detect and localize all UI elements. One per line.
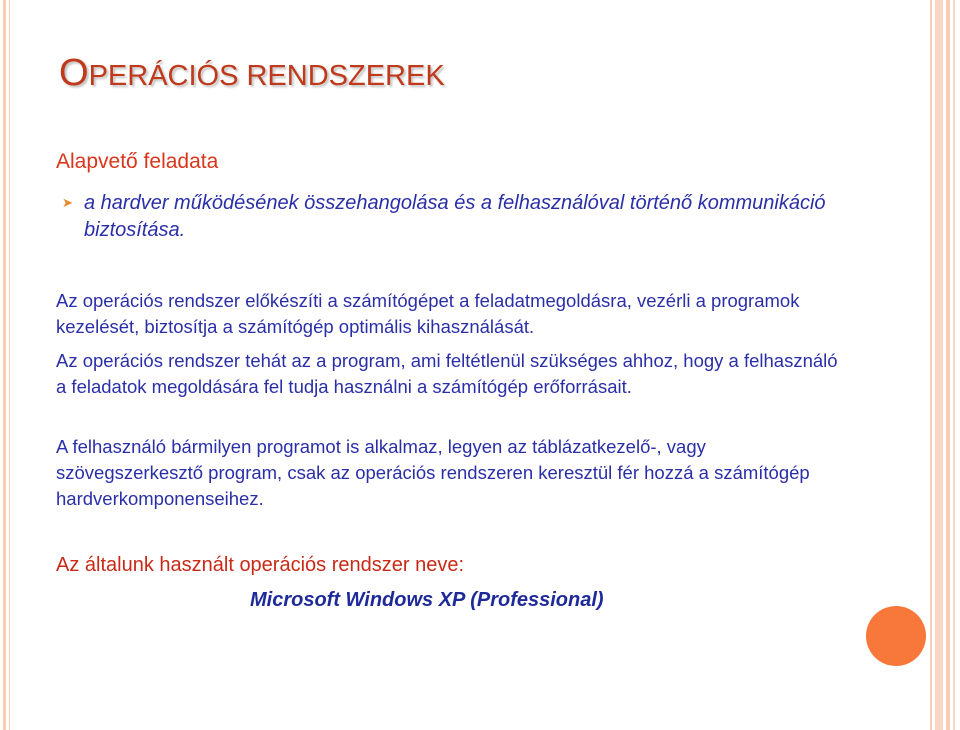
left-decorative-stripe (3, 0, 6, 730)
right-decorative-stripe (946, 0, 950, 730)
section-heading: Alapvető feladata (56, 150, 219, 173)
paragraph-1: Az operációs rendszer előkészíti a számítógépet a feladatmegoldásra, vezérli a programok kezelését, biztosítja a számítógép optimális kihasználását. (56, 290, 800, 337)
slide-title (59, 52, 445, 95)
title-first-letter: O (59, 52, 89, 94)
right-decorative-stripe (930, 0, 932, 730)
decorative-circle (866, 606, 926, 666)
answer-text: Microsoft Windows XP (Professional) (250, 589, 604, 611)
left-decorative-stripe-thin (9, 0, 10, 730)
question-text: Az általunk használt operációs rendszer neve: (56, 554, 465, 576)
arrow-bullet-icon: ➤ (62, 196, 73, 211)
title-rest: PERÁCIÓS RENDSZEREK (88, 60, 445, 92)
right-decorative-stripe-wide (935, 0, 943, 730)
paragraph-2: Az operációs rendszer tehát az a program, ami feltétlenül szükséges ahhoz, hogy a felhasználó a feladatok megoldására fel tudja használni a számítógép erőforrásait. (56, 350, 838, 397)
paragraph-3: A felhasználó bármilyen programot is alkalmaz, legyen az táblázatkezelő-, vagy szövegszerkesztő program, csak az operációs rendszeren keresztül fér hozzá a számítógép hardverkomponenseihez. (56, 436, 810, 509)
right-decorative-stripe-thin (953, 0, 955, 730)
bullet-text: a hardver működésének összehangolása és a felhasználóval történő kommunikáció biztosítása. (84, 192, 826, 241)
